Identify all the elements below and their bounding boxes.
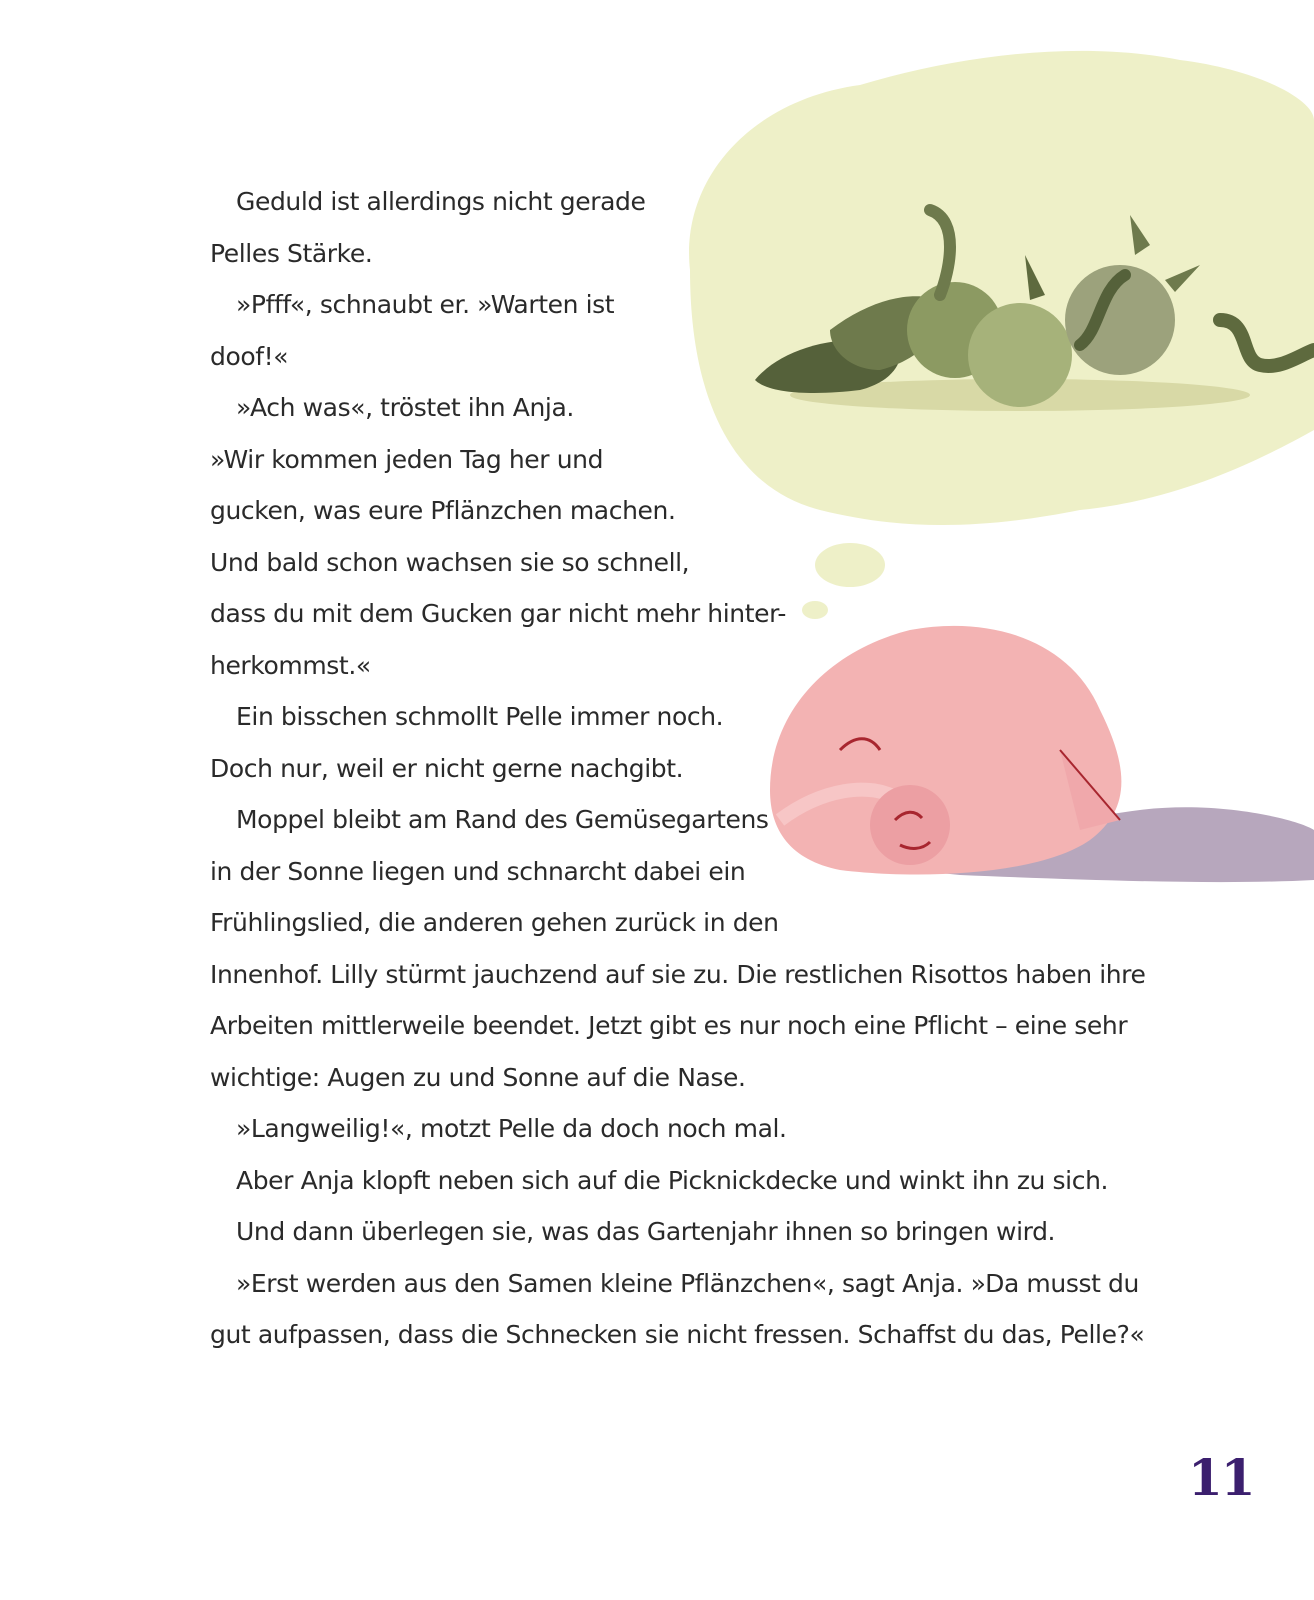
text-line: Und bald schon wachsen sie so schnell, xyxy=(210,547,690,577)
text-line: in der Sonne liegen und schnarcht dabei ein xyxy=(210,856,746,886)
text-line: »Langweilig!«, motzt Pelle da doch noch mal. xyxy=(236,1114,787,1143)
text-line: Arbeiten mittlerweile beendet. Jetzt gibt es nur noch eine Pflicht – eine sehr xyxy=(210,1011,1128,1040)
text-line: Doch nur, weil er nicht gerne nachgibt. xyxy=(210,753,684,783)
text-line: herkommst.« xyxy=(210,650,371,680)
text-line: doof!« xyxy=(210,341,289,371)
text-line: dass du mit dem Gucken gar nicht mehr hinter- xyxy=(210,599,787,628)
text-line: Frühlingslied, die anderen gehen zurück in den xyxy=(210,908,779,937)
page-number: 11 xyxy=(1188,1448,1254,1507)
text-line: gut aufpassen, dass die Schnecken sie nicht fressen. Schaffst du das, Pelle?« xyxy=(210,1320,1145,1349)
text-line: Aber Anja klopft neben sich auf die Picknickdecke und winkt ihn zu sich. xyxy=(236,1165,1109,1195)
text-line: Ein bisschen schmollt Pelle immer noch. xyxy=(236,702,724,731)
text-line: Innenhof. Lilly stürmt jauchzend auf sie zu. Die restlichen Risottos haben ihre xyxy=(210,959,1146,989)
text-line: Moppel bleibt am Rand des Gemüsegartens xyxy=(236,805,769,834)
text-line: »Ach was«, tröstet ihn Anja. xyxy=(236,393,574,422)
text-line: wichtige: Augen zu und Sonne auf die Nase. xyxy=(210,1062,746,1092)
text-line: Geduld ist allerdings nicht gerade xyxy=(236,187,646,216)
story-text xyxy=(210,176,1146,1361)
text-line: »Wir kommen jeden Tag her und xyxy=(210,444,604,474)
text-line: »Pfff«, schnaubt er. »Warten ist xyxy=(236,290,615,319)
text-line: gucken, was eure Pflänzchen machen. xyxy=(210,496,676,525)
text-line: Pelles Stärke. xyxy=(210,238,373,268)
text-line: »Erst werden aus den Samen kleine Pflänzchen«, sagt Anja. »Da musst du xyxy=(236,1268,1139,1298)
text-line: Und dann überlegen sie, was das Gartenjahr ihnen so bringen wird. xyxy=(236,1217,1056,1246)
